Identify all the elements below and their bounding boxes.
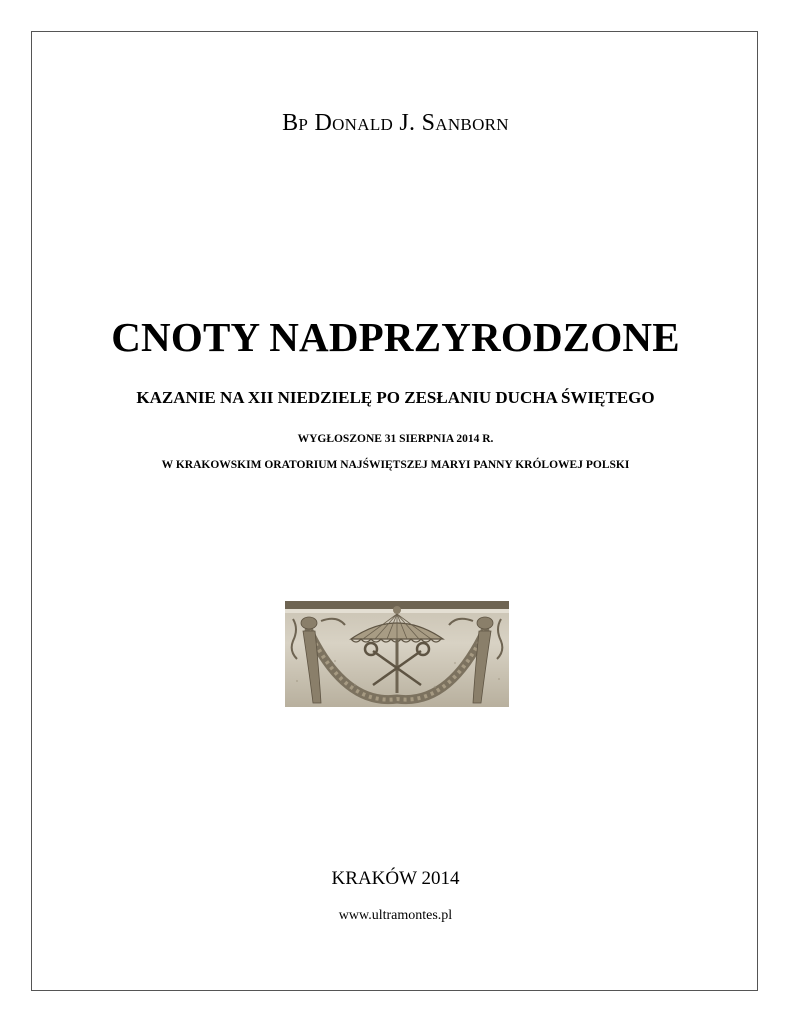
relief-carving-icon [285, 601, 509, 707]
city-year: KRAKÓW 2014 [331, 868, 460, 889]
website-url[interactable]: www.ultramontes.pl [338, 908, 453, 923]
location-line: W KRAKOWSKIM ORATORIUM NAJŚWIĘTSZEJ MARYI PANNY KRÓLOWEJ POLSKI [161, 459, 630, 471]
document-title: CNOTY NADPRZYRODZONE [111, 314, 680, 360]
document-subtitle: KAZANIE NA XII NIEDZIELĘ PO ZESŁANIU DUCHA ŚWIĘTEGO [136, 388, 655, 407]
delivered-date-line: WYGŁOSZONE 31 SIERPNIA 2014 R. [297, 433, 494, 445]
page-border [31, 31, 758, 991]
author-name: Bp Donald J. Sanborn [282, 110, 509, 136]
papal-relief-image [285, 601, 509, 707]
